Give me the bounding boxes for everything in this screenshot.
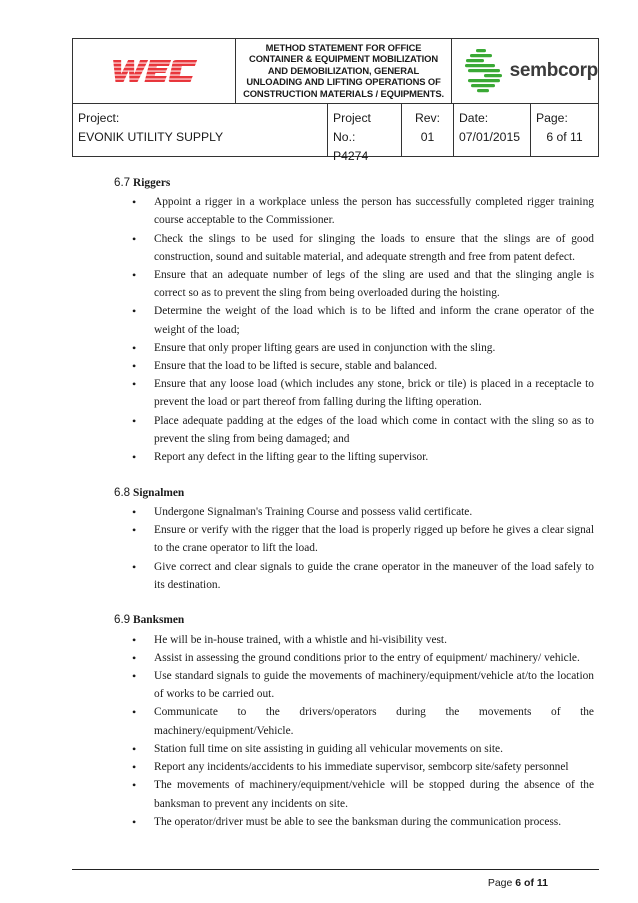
project-cell: [73, 104, 328, 156]
wec-logo-cell: [73, 39, 236, 103]
footer-page-number: [488, 877, 548, 889]
banksmen-list: [128, 631, 594, 831]
list-item: • Ensure that the load to be lifted is secure, stable and balanced.: [128, 357, 594, 375]
header-info-row: [73, 104, 598, 163]
list-item: • The operator/driver must be able to see the banksman during the communication process.: [128, 813, 594, 831]
list-item: • Determine the weight of the load which is to be lifted and inform the crane operator of the weight of the load;: [128, 302, 594, 338]
project-number-cell: [328, 104, 402, 163]
section-spacer: [114, 466, 594, 484]
project-value: EVONIK UTILITY SUPPLY: [78, 130, 224, 144]
list-item: • The movements of machinery/equipment/vehicle will be stopped during the absence of the banksman to prevent any incidents on site.: [128, 776, 594, 812]
sembcorp-logo-cell: [452, 39, 598, 103]
list-item: • Use standard signals to guide the movements of machinery/equipment/vehicle at/to the location of works to be carried out.: [128, 667, 594, 703]
date-value: 07/01/2015: [459, 130, 520, 144]
section-title: Signalmen: [132, 486, 185, 499]
revision-value: 01: [420, 130, 435, 144]
project-number-label: Project No.:: [333, 111, 371, 144]
project-number-value: P4274: [333, 149, 369, 163]
page-cell: [531, 104, 598, 156]
section-title: Banksmen: [132, 614, 185, 627]
header-title-row: [73, 39, 598, 104]
page-label: Page:: [536, 111, 568, 125]
document-body: [114, 174, 594, 831]
section-heading-signalmen: [114, 484, 594, 502]
document-title: METHOD STATEMENT FOR OFFICE CONTAINER & EQUIPMENT MOBILIZATION AND DEMOBILIZATION, GENERAL UNLOADING AND LIFTING OPERATIONS OF CONSTRUCTION MATERIALS / EQUIPMENTS.: [236, 39, 451, 103]
list-item: • Report any defect in the lifting gear to the lifting supervisor.: [128, 448, 594, 466]
section-heading-riggers: [114, 174, 594, 192]
project-label: Project:: [78, 111, 120, 125]
list-item: • Check the slings to be used for slinging the loads to ensure that the slings are of good construction, sound and suitable material, and adequate strength and free from patent defect.: [128, 230, 594, 266]
footer-page-word: Page: [487, 877, 513, 889]
revision-label: Rev:: [414, 111, 441, 125]
section-heading-banksmen: [114, 611, 594, 629]
list-item: • Give correct and clear signals to guide the crane operator in the maneuver of the load safely to its destination.: [128, 558, 594, 594]
list-item: • Station full time on site assisting in guiding all vehicular movements on site.: [128, 740, 594, 758]
document-header: [72, 38, 599, 163]
list-item: • Communicate to the drivers/operators during the movements of the machinery/equipment/Vehicle.: [128, 703, 594, 739]
list-item: • Ensure that only proper lifting gears are used in conjunction with the sling.: [128, 339, 594, 357]
list-item: • Undergone Signalman's Training Course and possess valid certificate.: [128, 503, 594, 521]
list-item: • He will be in-house trained, with a whistle and hi-visibility vest.: [128, 631, 594, 649]
section-number: 6.7: [114, 176, 131, 189]
sembcorp-logo-icon: [462, 47, 506, 95]
page-value: 6 of 11: [546, 130, 583, 144]
list-item: • Report any incidents/accidents to his immediate supervisor, sembcorp site/safety personnel: [128, 758, 594, 776]
date-cell: [454, 104, 531, 156]
signalmen-list: [128, 503, 594, 594]
list-item: • Place adequate padding at the edges of the load which come in contact with the sling so as to prevent the sling from being damaged; and: [128, 412, 594, 448]
list-item: • Ensure or verify with the rigger that the load is properly rigged up before he gives a clear signal to the crane operator to lift the load.: [128, 521, 594, 557]
list-item: • Ensure that any loose load (which includes any stone, brick or tile) is placed in a receptacle to prevent the load or part thereof from falling during the lifting operation.: [128, 375, 594, 411]
footer-divider: [72, 869, 599, 870]
section-number: 6.9: [114, 613, 131, 627]
footer-page-total: 11: [536, 877, 548, 889]
list-item: • Appoint a rigger in a workplace unless the person has successfully completed rigger training course acceptable to the Commissioner.: [128, 193, 594, 229]
riggers-list: [128, 193, 594, 466]
revision-cell: [402, 104, 454, 156]
section-spacer: [114, 594, 594, 612]
section-number: 6.8: [114, 485, 131, 499]
sembcorp-wordmark: sembcorp: [509, 60, 598, 81]
date-label: Date:: [459, 111, 489, 125]
footer-page-of: of: [524, 877, 534, 889]
wec-logo-icon: [104, 56, 204, 86]
section-title: Riggers: [132, 177, 171, 189]
list-item: • Assist in assessing the ground conditions prior to the entry of equipment/ machinery/ vehicle.: [128, 649, 594, 667]
list-item: • Ensure that an adequate number of legs of the sling are used and that the slinging angle is correct so as to prevent the sling from being overloaded during the hoisting.: [128, 266, 594, 302]
footer-page-current: 6: [515, 877, 522, 889]
